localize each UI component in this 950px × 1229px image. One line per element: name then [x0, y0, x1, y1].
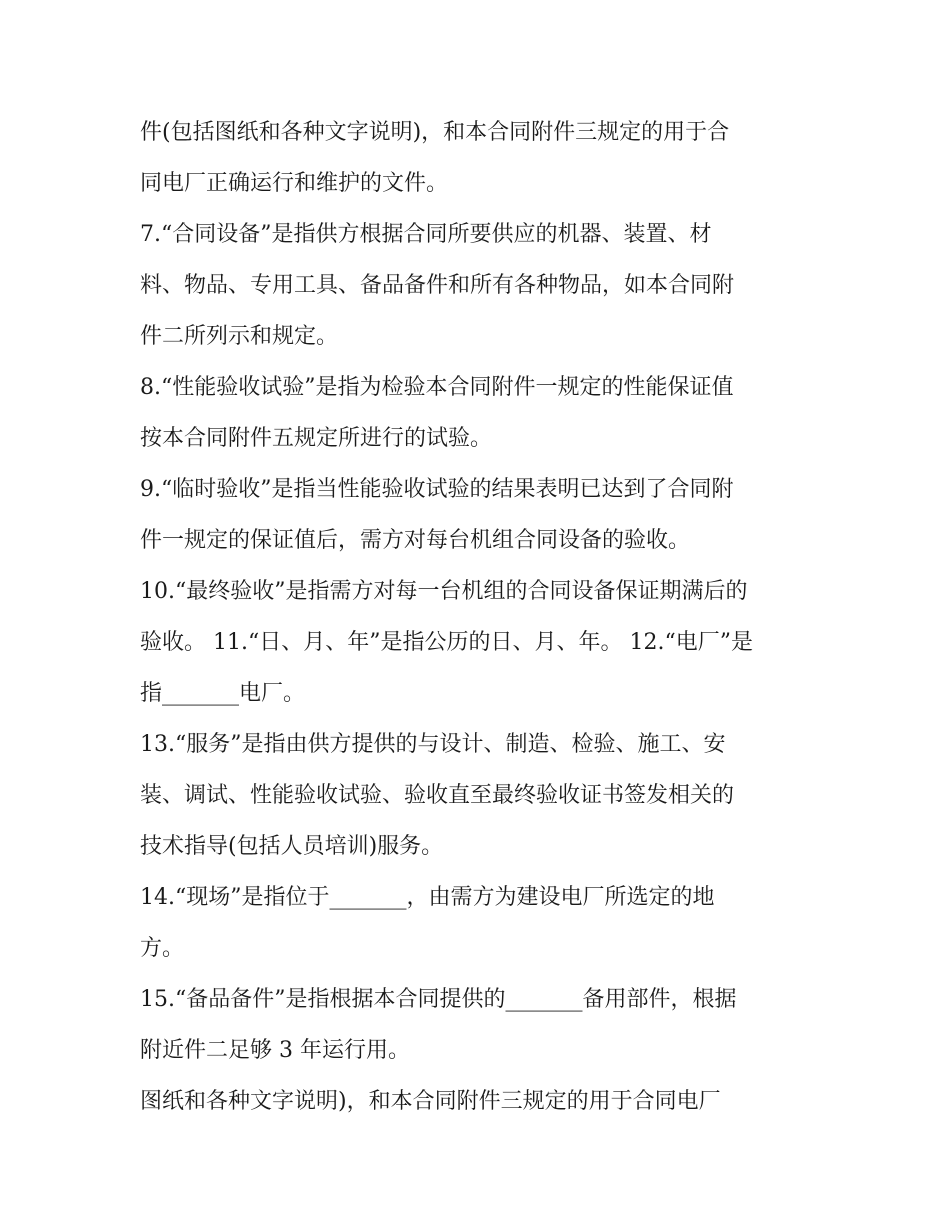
text-line: 件一规定的保证值后，需方对每台机组合同设备的验收。 [140, 528, 691, 553]
text-line: 技术指导(包括人员培训)服务。 [140, 834, 444, 859]
text-line: 验收。 11.“日、月、年”是指公历的日、月、年。 12.“电厂”是 [140, 630, 753, 655]
text-line: 指_______电厂。 [140, 681, 306, 706]
text-line: 件二所列示和规定。 [140, 324, 339, 349]
text-line: 按本合同附件五规定所进行的试验。 [140, 426, 493, 451]
contract-definitions-text [140, 107, 830, 1127]
text-line: 13.“服务”是指由供方提供的与设计、制造、检验、施工、安 [140, 732, 726, 757]
text-line: 装、调试、性能验收试验、验收直至最终验收证书签发相关的 [140, 783, 735, 808]
text-line: 15.“备品备件”是指根据本合同提供的_______备用部件，根据 [140, 987, 737, 1012]
text-line: 图纸和各种文字说明)，和本合同附件三规定的用于合同电厂 [140, 1089, 721, 1114]
text-line: 同电厂正确运行和维护的文件。 [140, 171, 449, 196]
text-line: 8.“性能验收试验”是指为检验本合同附件一规定的性能保证值 [140, 375, 734, 400]
text-line: 7.“合同设备”是指供方根据合同所要供应的机器、装置、材 [140, 222, 712, 247]
text-line: 9.“临时验收”是指当性能验收试验的结果表明已达到了合同附 [140, 477, 734, 502]
text-line: 料、物品、专用工具、备品备件和所有各种物品，如本合同附 [140, 273, 735, 298]
text-line: 方。 [140, 936, 185, 961]
text-line: 件(包括图纸和各种文字说明)，和本合同附件三规定的用于合 [140, 120, 730, 145]
text-line: 附近件二足够 3 年运行用。 [140, 1038, 410, 1063]
text-line: 10.“最终验收”是指需方对每一台机组的合同设备保证期满后的 [140, 579, 748, 604]
text-line: 14.“现场”是指位于_______，由需方为建设电厂所选定的地 [140, 885, 715, 910]
